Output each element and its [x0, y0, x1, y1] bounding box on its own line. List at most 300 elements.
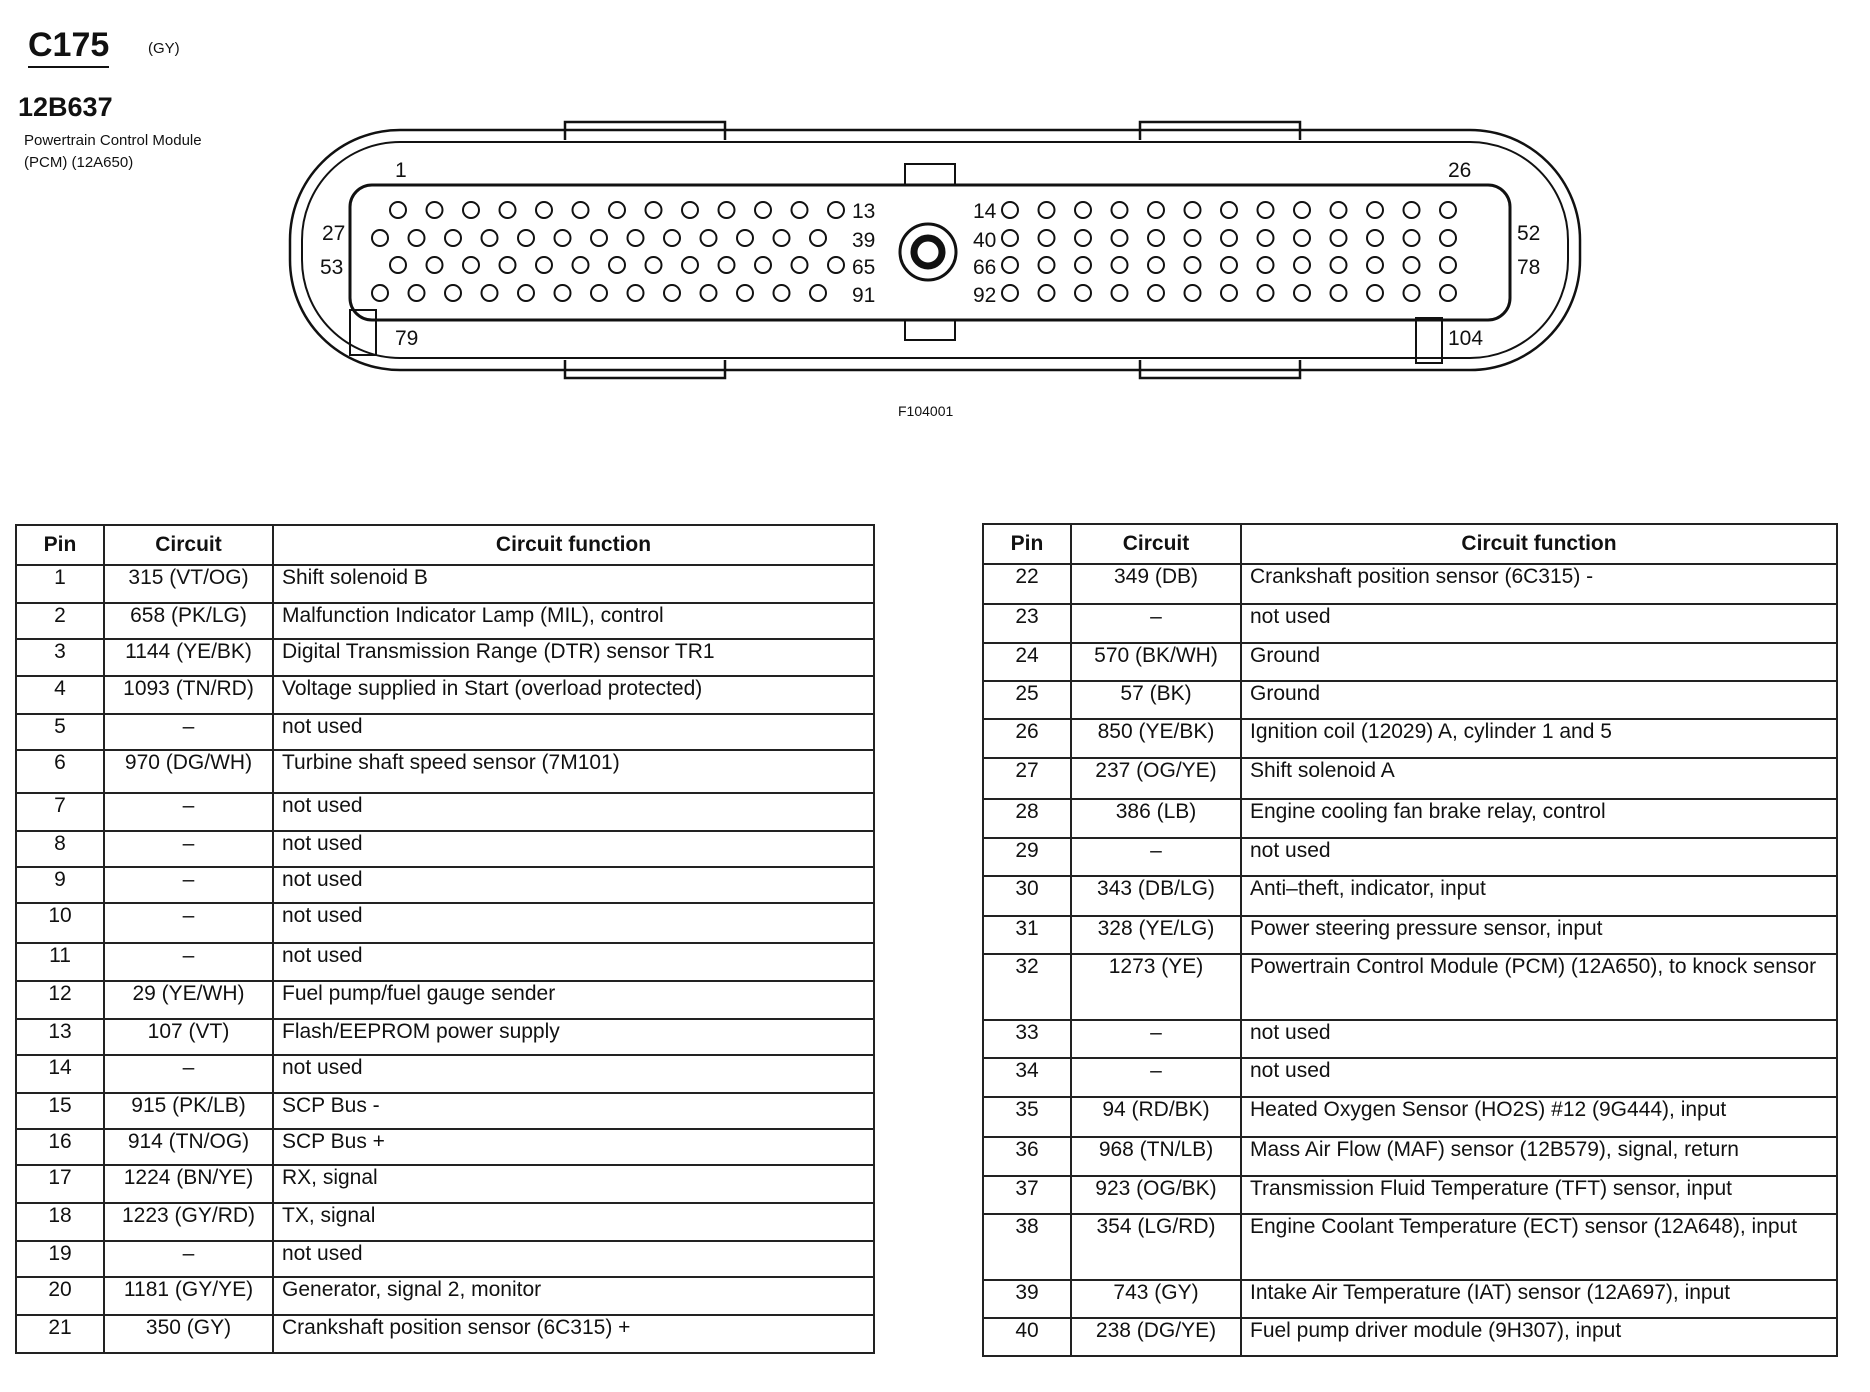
figure-id: F104001 — [898, 403, 954, 419]
cell-pin: 39 — [983, 1280, 1071, 1318]
cell-circuit: 570 (BK/WH) — [1071, 643, 1241, 681]
cell-pin: 40 — [983, 1318, 1071, 1356]
cell-pin: 37 — [983, 1176, 1071, 1214]
pin-hole — [591, 285, 607, 301]
cell-pin: 30 — [983, 876, 1071, 916]
cell-pin: 21 — [16, 1315, 104, 1353]
cell-function: not used — [273, 903, 874, 943]
pin-label-53: 53 — [320, 256, 344, 279]
pin-label-52: 52 — [1517, 222, 1541, 245]
cell-function: Ground — [1241, 681, 1837, 719]
cell-pin: 20 — [16, 1277, 104, 1315]
pin-hole — [719, 257, 735, 273]
table-header-row — [983, 524, 1837, 564]
cell-circuit: – — [1071, 838, 1241, 876]
cell-circuit: 354 (LG/RD) — [1071, 1214, 1241, 1280]
cell-function: Shift solenoid B — [273, 565, 874, 603]
table-row — [983, 643, 1837, 681]
pin-hole — [482, 285, 498, 301]
cell-circuit: 914 (TN/OG) — [104, 1129, 273, 1165]
cell-function: Powertrain Control Module (PCM) (12A650), to knock sensor — [1241, 954, 1837, 1020]
pin-hole — [1367, 230, 1383, 246]
cell-pin: 24 — [983, 643, 1071, 681]
cell-pin: 2 — [16, 603, 104, 639]
cell-circuit: 315 (VT/OG) — [104, 565, 273, 603]
pin-hole — [609, 202, 625, 218]
cell-circuit: 349 (DB) — [1071, 564, 1241, 604]
cell-pin: 29 — [983, 838, 1071, 876]
cell-function: not used — [1241, 1058, 1837, 1097]
pin-hole — [1331, 202, 1347, 218]
pin-hole — [1258, 202, 1274, 218]
table-header-row — [16, 525, 874, 565]
cell-function: not used — [1241, 604, 1837, 643]
cell-pin: 31 — [983, 916, 1071, 954]
pin-hole — [1440, 230, 1456, 246]
table-row — [16, 1019, 874, 1055]
table-row — [983, 1058, 1837, 1097]
cell-circuit: – — [1071, 1058, 1241, 1097]
pin-label-40: 40 — [973, 229, 997, 252]
pin-hole — [1002, 202, 1018, 218]
table-row — [16, 714, 874, 750]
pin-hole — [1075, 257, 1091, 273]
header-pin: Pin — [16, 525, 104, 565]
cell-function: Heated Oxygen Sensor (HO2S) #12 (9G444), input — [1241, 1097, 1837, 1137]
cell-function: not used — [273, 943, 874, 981]
cell-function: SCP Bus - — [273, 1093, 874, 1129]
pin-hole — [500, 202, 516, 218]
pin-hole — [390, 257, 406, 273]
pin-hole — [1221, 285, 1237, 301]
pin-hole — [719, 202, 735, 218]
pin-hole — [463, 202, 479, 218]
key-tab-top — [905, 164, 955, 185]
table-row — [983, 604, 1837, 643]
cell-pin: 5 — [16, 714, 104, 750]
cell-pin: 12 — [16, 981, 104, 1019]
pin-hole — [463, 257, 479, 273]
cell-pin: 33 — [983, 1020, 1071, 1058]
pin-hole — [755, 202, 771, 218]
cell-circuit: 970 (DG/WH) — [104, 750, 273, 793]
pin-hole — [536, 202, 552, 218]
table-row — [983, 1137, 1837, 1176]
pin-hole — [555, 230, 571, 246]
pin-hole — [755, 257, 771, 273]
cell-pin: 8 — [16, 831, 104, 867]
cell-circuit: – — [104, 831, 273, 867]
pin-label-79: 79 — [395, 327, 419, 350]
cell-function: Ignition coil (12029) A, cylinder 1 and 5 — [1241, 719, 1837, 758]
pin-hole — [792, 257, 808, 273]
pin-hole — [1258, 257, 1274, 273]
pin-hole — [701, 285, 717, 301]
cell-circuit: 923 (OG/BK) — [1071, 1176, 1241, 1214]
pin-hole — [1148, 285, 1164, 301]
table-row — [983, 1280, 1837, 1318]
lock-tab-right — [1416, 318, 1442, 363]
pin-hole — [1148, 230, 1164, 246]
cell-function: Crankshaft position sensor (6C315) - — [1241, 564, 1837, 604]
cell-function: SCP Bus + — [273, 1129, 874, 1165]
pin-hole — [1404, 230, 1420, 246]
cell-function: TX, signal — [273, 1203, 874, 1241]
cell-pin: 19 — [16, 1241, 104, 1277]
center-bolt-outer — [900, 224, 956, 280]
connector-inner-shell — [302, 142, 1568, 358]
cell-pin: 26 — [983, 719, 1071, 758]
pin-label-13: 13 — [852, 200, 876, 223]
pin-hole — [409, 230, 425, 246]
cell-circuit: 350 (GY) — [104, 1315, 273, 1353]
pin-hole — [573, 202, 589, 218]
pin-hole — [445, 285, 461, 301]
cell-circuit: 107 (VT) — [104, 1019, 273, 1055]
pin-hole — [372, 230, 388, 246]
cell-function: not used — [273, 793, 874, 831]
table-row — [16, 1315, 874, 1353]
pin-label-104: 104 — [1448, 327, 1484, 350]
pin-hole — [1404, 202, 1420, 218]
pin-hole — [646, 257, 662, 273]
pin-hole — [1367, 285, 1383, 301]
pin-hole — [810, 230, 826, 246]
pin-hole — [1331, 257, 1347, 273]
cell-pin: 1 — [16, 565, 104, 603]
cell-function: RX, signal — [273, 1165, 874, 1203]
pin-hole — [1075, 202, 1091, 218]
cell-function: Engine cooling fan brake relay, control — [1241, 799, 1837, 838]
cell-circuit: 94 (RD/BK) — [1071, 1097, 1241, 1137]
cell-function: Generator, signal 2, monitor — [273, 1277, 874, 1315]
table-row — [16, 943, 874, 981]
cell-function: not used — [273, 831, 874, 867]
cell-function: Intake Air Temperature (IAT) sensor (12A697), input — [1241, 1280, 1837, 1318]
cell-circuit: – — [104, 1055, 273, 1093]
pin-hole — [1404, 257, 1420, 273]
pin-hole — [774, 230, 790, 246]
pin-hole — [1039, 230, 1055, 246]
cell-function: Fuel pump driver module (9H307), input — [1241, 1318, 1837, 1356]
pin-hole — [1294, 202, 1310, 218]
part-number: 12B637 — [18, 92, 113, 122]
pin-hole — [1258, 285, 1274, 301]
pin-hole — [1331, 230, 1347, 246]
cell-function: Turbine shaft speed sensor (7M101) — [273, 750, 874, 793]
pin-hole — [427, 257, 443, 273]
cell-pin: 34 — [983, 1058, 1071, 1097]
table-row — [983, 799, 1837, 838]
pin-hole — [1148, 202, 1164, 218]
pin-hole — [445, 230, 461, 246]
table-row — [983, 1214, 1837, 1280]
pin-label-26: 26 — [1448, 159, 1472, 182]
table-row — [16, 1241, 874, 1277]
cell-function: not used — [273, 1055, 874, 1093]
cell-circuit: 915 (PK/LB) — [104, 1093, 273, 1129]
pin-label-78: 78 — [1517, 256, 1541, 279]
pin-hole — [518, 230, 534, 246]
table-row — [16, 903, 874, 943]
table-row — [16, 831, 874, 867]
pin-hole — [609, 257, 625, 273]
cell-function: Power steering pressure sensor, input — [1241, 916, 1837, 954]
pin-hole — [628, 230, 644, 246]
cell-circuit: 1181 (GY/YE) — [104, 1277, 273, 1315]
pin-hole — [427, 202, 443, 218]
cell-pin: 9 — [16, 867, 104, 903]
pin-hole — [1148, 257, 1164, 273]
cell-circuit: 57 (BK) — [1071, 681, 1241, 719]
table-row — [983, 758, 1837, 799]
connector-outer-shell — [290, 130, 1580, 370]
cell-circuit: 850 (YE/BK) — [1071, 719, 1241, 758]
pin-label-27: 27 — [322, 222, 346, 245]
cell-function: Fuel pump/fuel gauge sender — [273, 981, 874, 1019]
table-row — [16, 981, 874, 1019]
pin-hole — [1112, 285, 1128, 301]
cell-function: not used — [1241, 838, 1837, 876]
cell-pin: 6 — [16, 750, 104, 793]
pin-hole — [1002, 230, 1018, 246]
pin-hole — [828, 257, 844, 273]
pin-hole — [1185, 257, 1201, 273]
cell-function: Voltage supplied in Start (overload protected) — [273, 676, 874, 714]
cell-circuit: – — [104, 714, 273, 750]
cell-pin: 13 — [16, 1019, 104, 1055]
pin-hole — [792, 202, 808, 218]
table-row — [16, 1165, 874, 1203]
cell-pin: 38 — [983, 1214, 1071, 1280]
table-row — [16, 867, 874, 903]
cell-circuit: 238 (DG/YE) — [1071, 1318, 1241, 1356]
pin-label-1: 1 — [395, 159, 407, 182]
table-row — [16, 1093, 874, 1129]
table-row — [983, 681, 1837, 719]
cell-pin: 28 — [983, 799, 1071, 838]
table-row — [16, 639, 874, 676]
header-function: Circuit function — [273, 525, 874, 565]
cell-pin: 10 — [16, 903, 104, 943]
pin-label-65: 65 — [852, 256, 876, 279]
pin-hole — [1258, 230, 1274, 246]
header-pin: Pin — [983, 524, 1071, 564]
cell-pin: 7 — [16, 793, 104, 831]
cell-circuit: 29 (YE/WH) — [104, 981, 273, 1019]
pin-hole — [482, 230, 498, 246]
pin-hole — [1221, 230, 1237, 246]
cell-pin: 3 — [16, 639, 104, 676]
pin-hole — [536, 257, 552, 273]
pin-hole — [1440, 202, 1456, 218]
cell-function: Transmission Fluid Temperature (TFT) sensor, input — [1241, 1176, 1837, 1214]
cell-pin: 32 — [983, 954, 1071, 1020]
pin-label-14: 14 — [973, 200, 997, 223]
connector-face-diagram — [0, 0, 1870, 440]
pin-hole — [372, 285, 388, 301]
pin-hole — [1221, 257, 1237, 273]
cell-function: not used — [273, 1241, 874, 1277]
pin-hole — [646, 202, 662, 218]
cell-pin: 11 — [16, 943, 104, 981]
table-row — [983, 564, 1837, 604]
pin-hole — [1039, 202, 1055, 218]
cell-pin: 14 — [16, 1055, 104, 1093]
cell-function: Ground — [1241, 643, 1837, 681]
cell-circuit: – — [104, 1241, 273, 1277]
pin-hole — [701, 230, 717, 246]
key-tab-bottom — [905, 320, 955, 340]
table-row — [983, 916, 1837, 954]
cell-circuit: – — [1071, 604, 1241, 643]
pin-hole — [628, 285, 644, 301]
table-row — [16, 1203, 874, 1241]
cell-circuit: – — [104, 793, 273, 831]
table-row — [983, 719, 1837, 758]
table-row — [983, 954, 1837, 1020]
cell-function: Crankshaft position sensor (6C315) + — [273, 1315, 874, 1353]
cell-pin: 4 — [16, 676, 104, 714]
pin-table-left — [15, 524, 875, 1354]
cell-function: not used — [1241, 1020, 1837, 1058]
cell-pin: 18 — [16, 1203, 104, 1241]
pin-hole — [1185, 230, 1201, 246]
pin-hole — [737, 285, 753, 301]
table-row — [16, 1277, 874, 1315]
cell-pin: 22 — [983, 564, 1071, 604]
cell-circuit: – — [1071, 1020, 1241, 1058]
cell-circuit: 1224 (BN/YE) — [104, 1165, 273, 1203]
center-bolt-inner — [914, 238, 942, 266]
part-description: Powertrain Control Module (PCM) (12A650) — [24, 132, 202, 171]
cell-function: not used — [273, 714, 874, 750]
cell-pin: 35 — [983, 1097, 1071, 1137]
table-row — [983, 838, 1837, 876]
pin-hole — [1185, 285, 1201, 301]
cell-function: Mass Air Flow (MAF) sensor (12B579), signal, return — [1241, 1137, 1837, 1176]
pin-hole — [664, 230, 680, 246]
pin-label-92: 92 — [973, 284, 997, 307]
cell-circuit: 1144 (YE/BK) — [104, 639, 273, 676]
pin-hole — [1294, 257, 1310, 273]
connector-id: C175 — [28, 28, 109, 68]
header-circuit: Circuit — [1071, 524, 1241, 564]
cell-circuit: 1273 (YE) — [1071, 954, 1241, 1020]
table-row — [16, 1129, 874, 1165]
cell-function: Shift solenoid A — [1241, 758, 1837, 799]
table-row — [983, 1097, 1837, 1137]
table-row — [16, 676, 874, 714]
table-row — [16, 793, 874, 831]
cell-function: Flash/EEPROM power supply — [273, 1019, 874, 1055]
cell-circuit: – — [104, 943, 273, 981]
cell-circuit: – — [104, 867, 273, 903]
pin-hole — [828, 202, 844, 218]
pin-hole — [682, 202, 698, 218]
connector-color: (GY) — [148, 40, 180, 57]
pin-hole — [1002, 257, 1018, 273]
pin-hole — [1294, 230, 1310, 246]
header-function: Circuit function — [1241, 524, 1837, 564]
pin-hole — [774, 285, 790, 301]
cell-circuit: 386 (LB) — [1071, 799, 1241, 838]
table-row — [16, 565, 874, 603]
pin-hole — [1367, 202, 1383, 218]
pin-hole — [555, 285, 571, 301]
cell-circuit: 1093 (TN/RD) — [104, 676, 273, 714]
cell-pin: 25 — [983, 681, 1071, 719]
pin-hole — [737, 230, 753, 246]
table-row — [16, 1055, 874, 1093]
pin-hole — [1440, 285, 1456, 301]
pin-hole — [591, 230, 607, 246]
pin-hole — [810, 285, 826, 301]
pin-hole — [518, 285, 534, 301]
pin-hole — [573, 257, 589, 273]
pin-hole — [664, 285, 680, 301]
pin-hole — [1367, 257, 1383, 273]
cell-circuit: 1223 (GY/RD) — [104, 1203, 273, 1241]
pin-label-91: 91 — [852, 284, 876, 307]
cell-pin: 36 — [983, 1137, 1071, 1176]
pin-table-right — [982, 523, 1838, 1357]
pin-hole — [500, 257, 516, 273]
cell-circuit: 328 (YE/LG) — [1071, 916, 1241, 954]
cell-pin: 15 — [16, 1093, 104, 1129]
table-row — [16, 750, 874, 793]
cell-pin: 17 — [16, 1165, 104, 1203]
pin-hole — [1112, 230, 1128, 246]
pin-hole — [1039, 257, 1055, 273]
pin-hole — [1331, 285, 1347, 301]
cell-function: Digital Transmission Range (DTR) sensor TR1 — [273, 639, 874, 676]
cell-function: Engine Coolant Temperature (ECT) sensor (12A648), input — [1241, 1214, 1837, 1280]
table-row — [983, 1020, 1837, 1058]
pin-hole — [1185, 202, 1201, 218]
cell-circuit: 343 (DB/LG) — [1071, 876, 1241, 916]
pin-hole — [1039, 285, 1055, 301]
header-circuit: Circuit — [104, 525, 273, 565]
pin-hole — [1294, 285, 1310, 301]
cell-pin: 16 — [16, 1129, 104, 1165]
pin-label-66: 66 — [973, 256, 997, 279]
pin-hole — [1221, 202, 1237, 218]
pin-hole — [1112, 257, 1128, 273]
pin-hole — [1002, 285, 1018, 301]
cell-circuit: 743 (GY) — [1071, 1280, 1241, 1318]
table-row — [16, 603, 874, 639]
pin-hole — [390, 202, 406, 218]
table-row — [983, 876, 1837, 916]
pin-label-39: 39 — [852, 229, 876, 252]
cell-function: not used — [273, 867, 874, 903]
cell-function: Anti–theft, indicator, input — [1241, 876, 1837, 916]
cell-circuit: 658 (PK/LG) — [104, 603, 273, 639]
cell-circuit: 968 (TN/LB) — [1071, 1137, 1241, 1176]
pin-hole — [1075, 230, 1091, 246]
cell-circuit: 237 (OG/YE) — [1071, 758, 1241, 799]
pin-hole — [1404, 285, 1420, 301]
pin-hole — [1075, 285, 1091, 301]
cell-pin: 27 — [983, 758, 1071, 799]
cell-function: Malfunction Indicator Lamp (MIL), control — [273, 603, 874, 639]
pin-hole — [1112, 202, 1128, 218]
pin-hole — [1440, 257, 1456, 273]
table-row — [983, 1318, 1837, 1356]
table-row — [983, 1176, 1837, 1214]
cell-circuit: – — [104, 903, 273, 943]
